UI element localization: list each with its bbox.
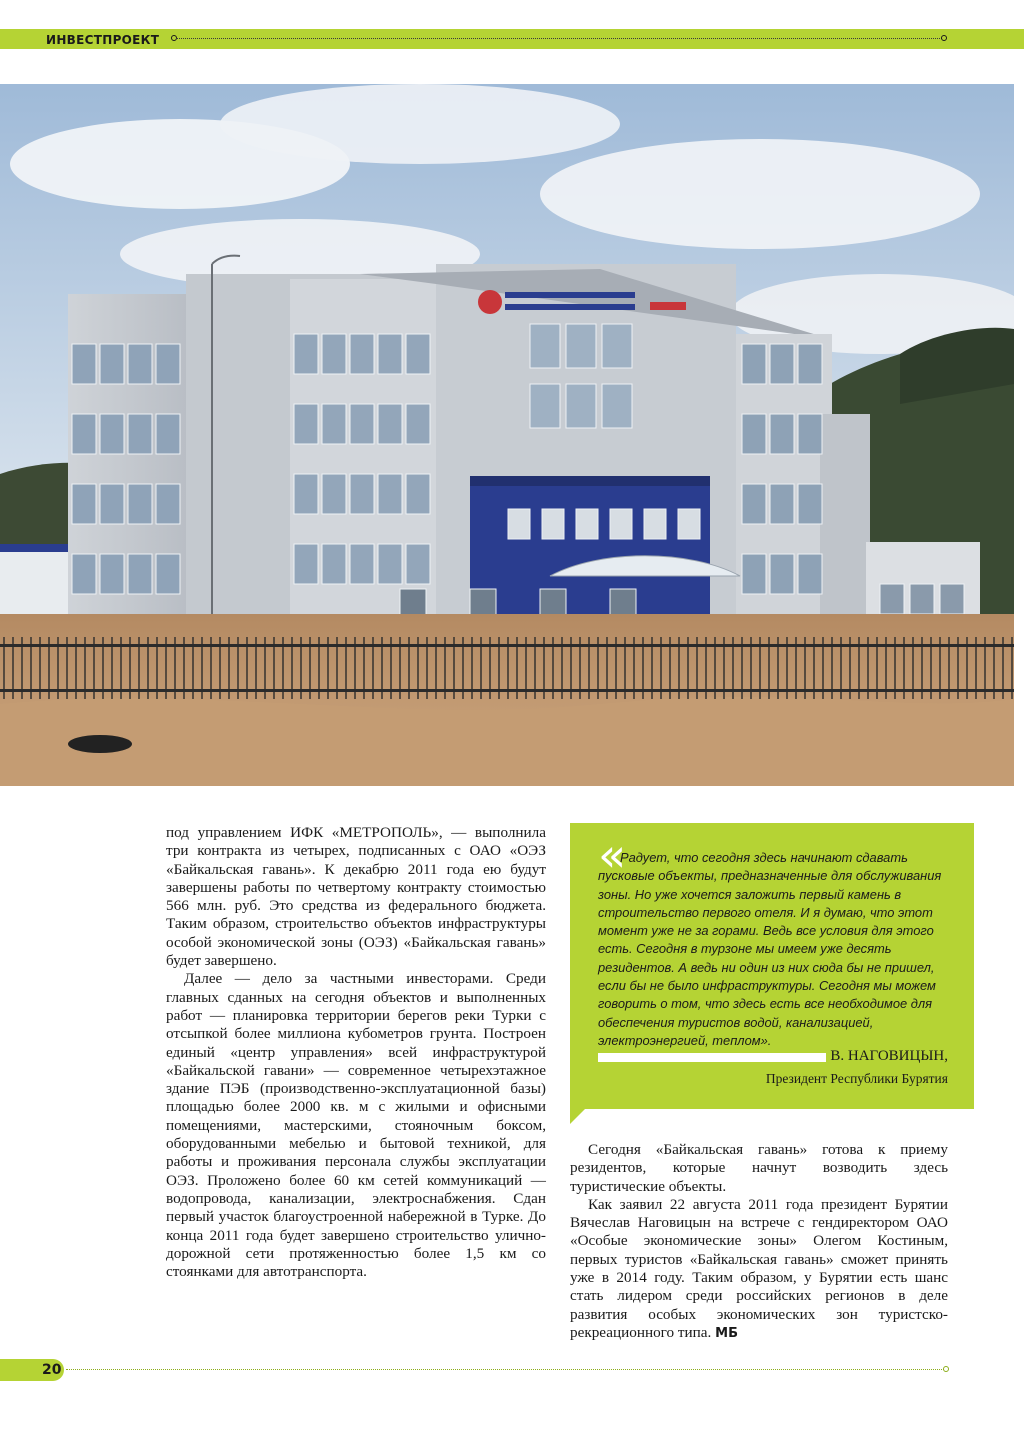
photo-window	[128, 484, 152, 524]
photo-window	[128, 554, 152, 594]
quote-author: В. НАГОВИЦЫН,	[830, 1048, 948, 1064]
article-paragraph	[570, 1196, 948, 1343]
photo-window	[378, 544, 402, 584]
header-rule-end-dot	[941, 35, 947, 41]
photo-window	[940, 584, 964, 614]
photo-window	[602, 384, 632, 428]
photo-window	[798, 344, 822, 384]
photo-window	[602, 324, 632, 368]
photo-window	[770, 414, 794, 454]
article-left-column	[166, 824, 546, 1281]
photo-window	[566, 324, 596, 368]
photo-window	[350, 474, 374, 514]
header-rule	[176, 38, 944, 39]
photo-window	[378, 474, 402, 514]
photo-window	[100, 414, 124, 454]
photo-window	[406, 334, 430, 374]
photo-window	[798, 484, 822, 524]
magazine-signature: МБ	[715, 1325, 739, 1341]
quote-mark-icon: «	[598, 828, 627, 882]
quote-divider	[598, 1053, 826, 1062]
article-paragraph-text: Как заявил 22 августа 2011 года президент Бурятии Вячеслав Наговицын на встрече с гендиректором ОАО «Особые экономические зоны» Олегом Костиным, первых туристов «Байкальская гавань» сможет принять уже в 2014 году. Таким образом, у Бурятии есть шанс стать лидером среди российских регионов в деле развития особых экономических зон туристско-рекреационного типа.	[570, 1195, 948, 1341]
photo-window	[72, 484, 96, 524]
article-photo	[0, 84, 1014, 786]
photo-window	[770, 484, 794, 524]
photo-window	[294, 544, 318, 584]
photo-window	[542, 509, 564, 539]
photo-window	[678, 509, 700, 539]
photo-window	[350, 404, 374, 444]
photo-window	[100, 484, 124, 524]
photo-window	[610, 509, 632, 539]
photo-window	[156, 344, 180, 384]
article-paragraph: Сегодня «Байкальская гавань» готова к приему резидентов, которые начнут возводить здесь туристические объекты.	[570, 1141, 948, 1195]
photo-window	[530, 324, 560, 368]
photo-window	[322, 334, 346, 374]
photo-window	[530, 384, 560, 428]
photo-window	[156, 554, 180, 594]
photo-window	[294, 334, 318, 374]
footer-rule	[66, 1369, 944, 1370]
footer-rule-end-dot	[943, 1366, 949, 1372]
pull-quote-text: Радует, что сегодня здесь начинают сдавать пусковые объекты, предназначенные для обслуживания зоны. Но уже хочется заложить первый камень в строительство первого отеля. И я думаю, что этот момент уже не за горами. Ведь все условия для этого есть. Сегодня в турзоне мы имеем уже десять резидентов. А ведь ни один из них сюда бы не пришел, если бы не было инфраструктуры. Сегодня мы можем говорить о том, что здесь есть все необходимое для обеспечения туристов водой, канализацией, электроэнергией, теплом».	[598, 850, 942, 1048]
photo-window	[770, 554, 794, 594]
photo-window	[798, 554, 822, 594]
photo-window	[742, 484, 766, 524]
photo-window	[742, 414, 766, 454]
photo-window	[100, 554, 124, 594]
photo-window	[322, 544, 346, 584]
photo-window	[406, 404, 430, 444]
photo-window	[322, 474, 346, 514]
photo-window	[156, 414, 180, 454]
photo-window	[378, 334, 402, 374]
photo-window	[128, 414, 152, 454]
photo-window	[644, 509, 666, 539]
article-paragraph: под управлением ИФК «МЕТРОПОЛЬ», — выполнила три контракта из четырех, подписанных с ОАО «ОЭЗ «Байкальская гавань». К декабрю 2011 года ею будут завершены работы по четвертому контракту стоимостью 566 млн. руб. Это средства из федерального бюджета. Таким образом, строительство объектов инфраструктуры особой экономической зоны (ОЭЗ) «Байкальская гавань» будет завершено.	[166, 824, 546, 970]
photo-window	[72, 554, 96, 594]
quote-author-role: Президент Республики Бурятия	[765, 1071, 948, 1086]
photo-window	[406, 544, 430, 584]
photo-window	[742, 554, 766, 594]
photo-window	[508, 509, 530, 539]
photo-window	[798, 414, 822, 454]
photo-window	[350, 334, 374, 374]
building-photo-illustration	[0, 84, 1014, 786]
photo-window	[576, 509, 598, 539]
section-title: ИНВЕСТПРОЕКТ	[46, 33, 160, 47]
pull-quote-notch	[570, 1108, 586, 1124]
photo-window	[880, 584, 904, 614]
photo-window	[322, 404, 346, 444]
photo-window	[350, 544, 374, 584]
photo-window	[72, 414, 96, 454]
photo-window	[294, 474, 318, 514]
photo-window	[156, 484, 180, 524]
photo-window	[406, 474, 430, 514]
article-paragraph: Далее — дело за частными инвесторами. Среди главных сданных на сегодня объектов и выполненных работ — планировка территории берегов реки Турки с отсыпкой более миллиона кубометров грунта. Построен единый «центр управления» всей инфраструктурой «Байкальской гавани» — современное четырехэтажное здание ПЭБ (производственно-эксплуатационной базы) площадью более 2000 кв. м с жилыми и офисными помещениями, мастерскими, стояночным боксом, оборудованными мебелью и бытовой техникой, для работы и проживания персонала службы эксплуатации ОЭЗ. Проложено более 60 км сетей коммуникаций — водопровода, канализации, электроснабжения. Сдан первый участок благоустроенной набережной в Турке. До конца 2011 года будет завершено строительство улично-дорожной сети протяженностью более 1,5 км со стоянками для автотранспорта.	[166, 970, 546, 1281]
photo-window	[72, 344, 96, 384]
page-number: 20	[42, 1362, 62, 1378]
photo-window	[128, 344, 152, 384]
photo-window	[100, 344, 124, 384]
photo-window	[294, 404, 318, 444]
photo-window	[910, 584, 934, 614]
article-right-column	[570, 1141, 948, 1343]
photo-window	[770, 344, 794, 384]
photo-window	[566, 384, 596, 428]
photo-window	[742, 344, 766, 384]
photo-window	[378, 404, 402, 444]
